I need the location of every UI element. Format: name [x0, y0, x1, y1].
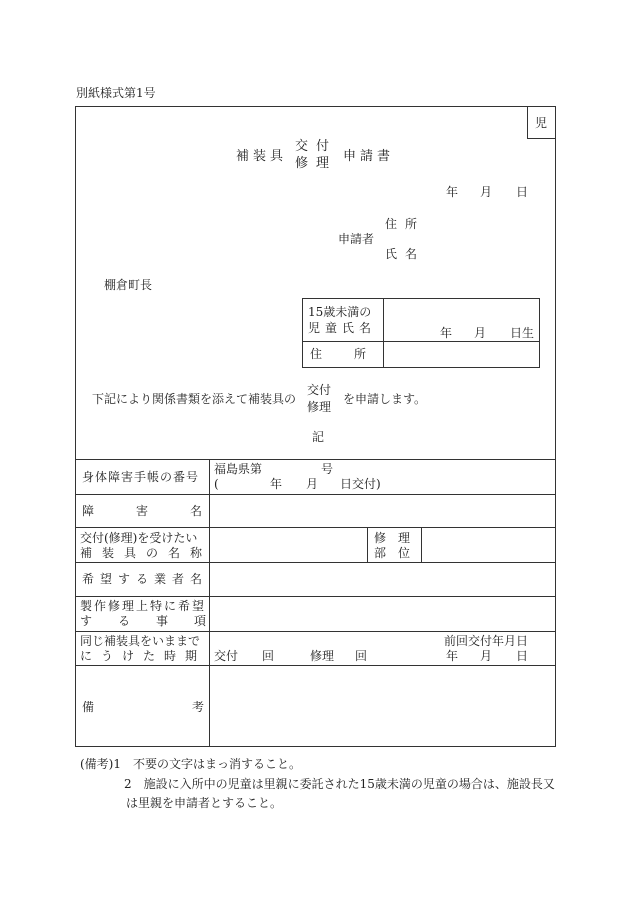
row-line-4: [75, 562, 556, 563]
repair-label-2: 部位: [374, 546, 423, 560]
special-label-1: 製作修理上特に希望: [80, 599, 207, 613]
applicant-address-label: 住所: [385, 217, 426, 231]
ki: 記: [312, 430, 325, 444]
history-repair-unit[interactable]: 回: [355, 649, 368, 663]
history-prev-year[interactable]: 年: [446, 649, 459, 663]
device-label-2: 補装具の名称: [80, 546, 213, 560]
date-month[interactable]: 月: [480, 185, 493, 199]
history-prev-day[interactable]: 日: [516, 649, 529, 663]
history-issue: 交付: [214, 649, 239, 663]
date-year[interactable]: 年: [446, 185, 459, 199]
history-label-2: にうけた時期: [80, 649, 207, 663]
row-line-5: [75, 596, 556, 597]
handbook-label: 身体障害手帳の番号: [82, 470, 200, 484]
handbook-value-2-day[interactable]: 日交付): [340, 477, 381, 491]
repair-label-1: 修理: [374, 531, 423, 545]
handbook-value-1a: 福島県第: [214, 462, 263, 476]
row-line-1: [75, 459, 556, 460]
history-prev-month[interactable]: 月: [480, 649, 493, 663]
child-name-label-1: 15歳未満の: [308, 305, 372, 319]
remarks-label-b: 考: [192, 700, 205, 714]
row-line-2: [75, 494, 556, 495]
note-head: (備考)1 不要の文字はまっ消すること。: [80, 757, 301, 771]
title-option-top: 交付: [295, 139, 338, 154]
handbook-value-2a: (: [214, 477, 219, 491]
request-option-top: 交付: [307, 383, 332, 397]
form-label: 別紙様式第1号: [76, 86, 156, 100]
applicant-name-label: 氏名: [385, 247, 426, 261]
row-line-7: [75, 665, 556, 666]
title-option-bottom: 修理: [295, 156, 338, 171]
handbook-value-2-month[interactable]: 月: [306, 477, 319, 491]
vendor-label: 希望する業者名: [82, 572, 209, 586]
title-left: 補装具: [236, 149, 288, 164]
child-name-label-2: 児童氏名: [308, 321, 377, 335]
child-dob-year[interactable]: 年: [440, 326, 453, 340]
request-prefix: 下記により関係書類を添えて補装具の: [92, 392, 297, 406]
row-line-6: [75, 631, 556, 632]
handbook-value-1b[interactable]: 号: [321, 462, 334, 476]
applicant-label: 申請者: [338, 232, 375, 246]
remarks-label-a: 備: [82, 700, 95, 714]
history-repair: 修理: [310, 649, 335, 663]
child-dob-day[interactable]: 日生: [510, 326, 535, 340]
addressee: 棚倉町長: [104, 278, 153, 292]
device-label-1: 交付(修理)を受けたい: [80, 531, 198, 545]
label-col-line: [209, 459, 210, 747]
request-suffix: を申請します。: [343, 392, 427, 406]
row-line-3: [75, 527, 556, 528]
child-dob-month[interactable]: 月: [474, 326, 487, 340]
handbook-value-2-year[interactable]: 年: [270, 477, 283, 491]
request-option-bottom: 修理: [307, 400, 332, 414]
repair-col-line-1: [367, 527, 368, 562]
history-prev-label: 前回交付年月日: [444, 634, 529, 648]
title-right: 申請書: [343, 149, 395, 164]
date-day[interactable]: 日: [516, 185, 529, 199]
child-address-label: 住所: [310, 347, 399, 361]
note-item2-line1: 2 施設に入所中の児童は里親に委託された15歳未満の児童の場合は、施設長又: [124, 777, 555, 791]
history-issue-unit[interactable]: 回: [262, 649, 275, 663]
history-label-1: 同じ補装具をいままで: [80, 634, 201, 648]
special-label-2: する事項: [80, 614, 233, 628]
note-item2-line2: は里親を申請者とすること。: [126, 796, 283, 810]
child-table-divider-h: [302, 341, 540, 342]
corner-box-label: 児: [535, 116, 548, 130]
disability-label: 障害名: [82, 504, 245, 518]
